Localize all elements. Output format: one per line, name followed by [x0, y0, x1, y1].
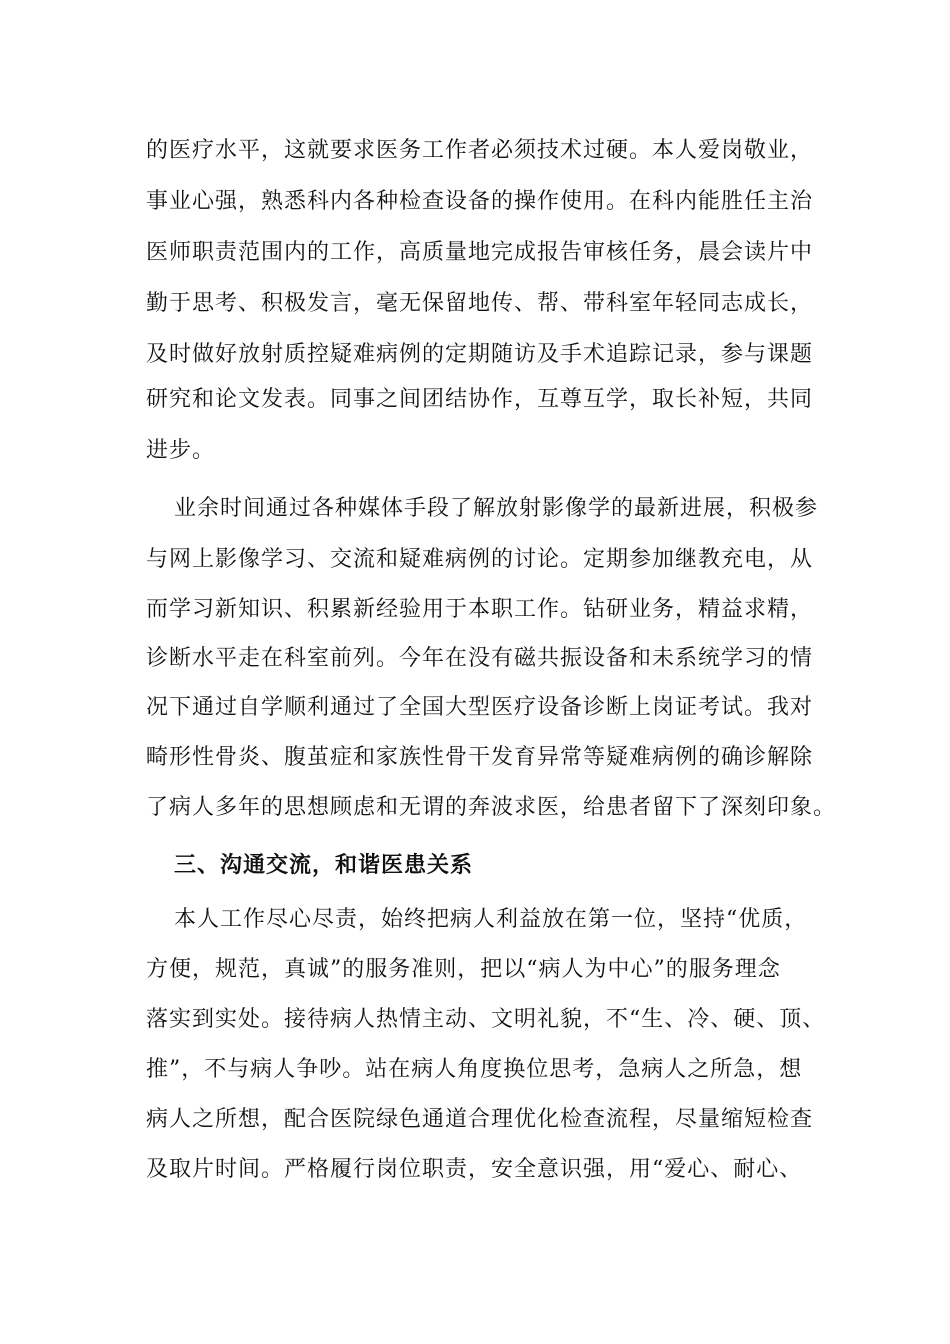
paragraph-3-line-5: 病人之所想，配合医院绿色通道合理优化检查流程，尽量缩短检查 [146, 1107, 814, 1132]
paragraph-2-line-5: 况下通过自学顺利通过了全国大型医疗设备诊断上岗证考试。我对 [146, 695, 814, 720]
paragraph-2-line-4: 诊断水平走在科室前列。今年在没有磁共振设备和未系统学习的情 [146, 646, 814, 671]
paragraph-1-line-3: 医师职责范围内的工作，高质量地完成报告审核任务，晨会读片中 [146, 240, 814, 265]
paragraph-2-line-1: 业余时间通过各种媒体手段了解放射影像学的最新进展，积极参 [174, 496, 819, 521]
paragraph-3-line-4: 推”，不与病人争吵。站在病人角度换位思考，急病人之所急，想 [146, 1057, 803, 1082]
paragraph-1-line-7: 进步。 [146, 438, 216, 463]
paragraph-3-line-6: 及取片时间。严格履行岗位职责，安全意识强，用“爱心、耐心、 [146, 1157, 803, 1182]
paragraph-3-line-3: 落实到实处。接待病人热情主动、文明礼貌，不“生、冷、硬、顶、 [146, 1007, 826, 1032]
paragraph-2-line-7: 了病人多年的思想顾虑和无谓的奔波求医，给患者留下了深刻印象。 [146, 795, 837, 820]
paragraph-1-line-2: 事业心强，熟悉科内各种检查设备的操作使用。在科内能胜任主治 [146, 189, 814, 214]
paragraph-1-line-6: 研究和论文发表。同事之间团结协作，互尊互学，取长补短，共同 [146, 387, 814, 412]
paragraph-2-line-6: 畸形性骨炎、腹茧症和家族性骨干发育异常等疑难病例的确诊解除 [146, 745, 814, 770]
paragraph-1-line-1: 的医疗水平，这就要求医务工作者必须技术过硬。本人爱岗敬业， [146, 138, 814, 163]
paragraph-1-line-4: 勤于思考、积极发言，毫无保留地传、帮、带科室年轻同志成长， [146, 291, 814, 316]
paragraph-2-line-3: 而学习新知识、积累新经验用于本职工作。钻研业务，精益求精， [146, 597, 814, 622]
section-heading-3: 三、沟通交流，和谐医患关系 [174, 852, 474, 878]
paragraph-1-line-5: 及时做好放射质控疑难病例的定期随访及手术追踪记录，参与课题 [146, 342, 814, 367]
paragraph-3-line-2: 方便，规范，真诚”的服务准则，把以“病人为中心”的服务理念 [146, 957, 781, 982]
paragraph-2-line-2: 与网上影像学习、交流和疑难病例的讨论。定期参加继教充电，从 [146, 547, 814, 572]
paragraph-3-line-1: 本人工作尽心尽责，始终把病人利益放在第一位，坚持“优质， [174, 907, 808, 932]
